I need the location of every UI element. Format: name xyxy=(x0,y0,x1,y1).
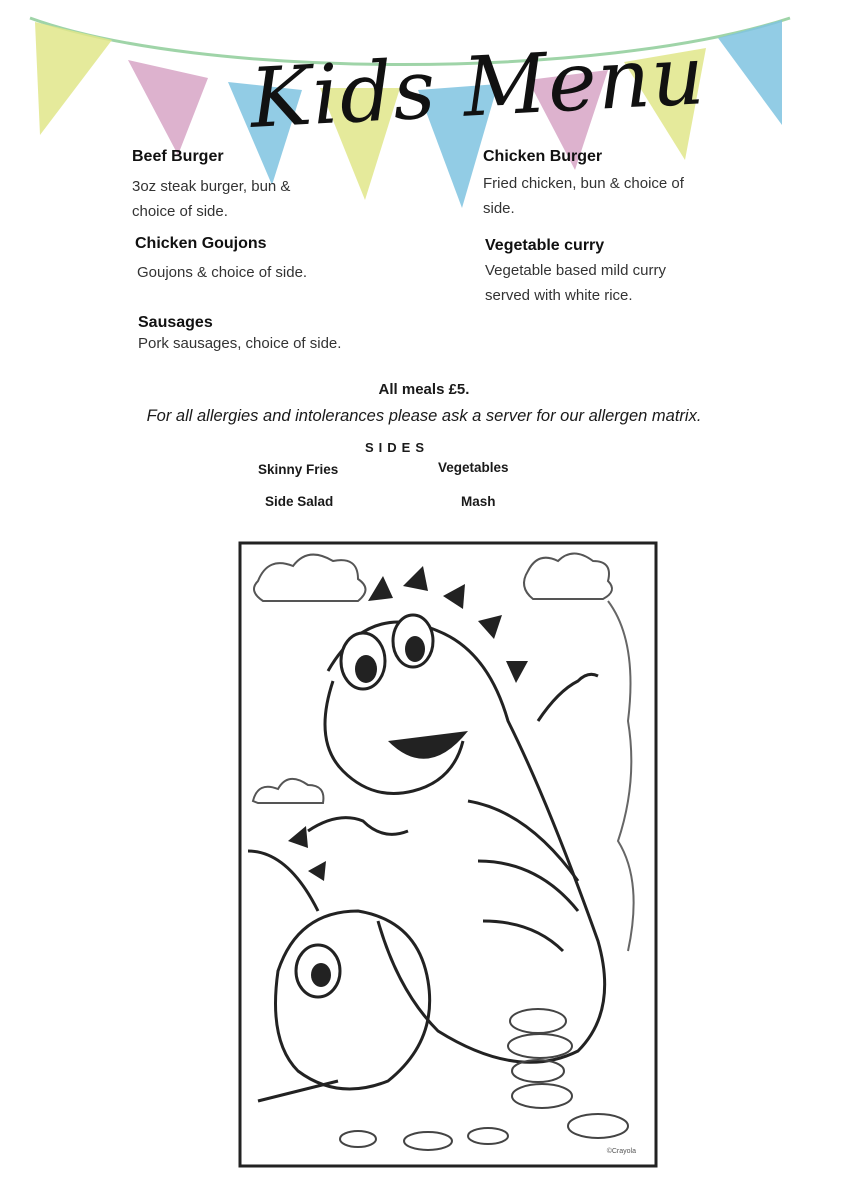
menu-item-description xyxy=(137,260,307,285)
menu-item-description xyxy=(132,174,290,224)
sides-heading: SIDES xyxy=(365,440,430,455)
menu-item-description xyxy=(483,171,684,221)
description-line: Pork sausages, choice of side. xyxy=(138,335,342,352)
description-line: Vegetable based mild curry xyxy=(485,262,666,279)
bunting-flag xyxy=(128,60,208,155)
bunting-flag xyxy=(718,20,782,125)
menu-item-description xyxy=(138,331,341,356)
description-line: side. xyxy=(483,200,515,217)
illustration-credit: ©Crayola xyxy=(606,1148,636,1155)
menu-item-name: Chicken Goujons xyxy=(135,235,267,252)
side-item: Mash xyxy=(461,494,496,509)
allergy-note: For all allergies and intolerances please ask a server for our allergen matrix. xyxy=(146,407,702,425)
description-line: Fried chicken, bun & choice of xyxy=(483,175,684,192)
description-line: 3oz steak burger, bun & xyxy=(132,178,291,195)
description-line: choice of side. xyxy=(132,203,228,220)
bunting-flag xyxy=(35,22,112,135)
description-line: Goujons & choice of side. xyxy=(137,264,308,281)
side-item: Side Salad xyxy=(265,494,334,509)
page-title: Kids Menu xyxy=(247,28,708,147)
menu-item-name: Sausages xyxy=(138,314,213,331)
side-item: Skinny Fries xyxy=(258,462,339,477)
dinosaur-coloring-illustration xyxy=(238,541,658,1168)
menu-item-description xyxy=(485,258,666,308)
menu-item-name: Vegetable curry xyxy=(485,237,605,254)
price-note: All meals £5. xyxy=(378,381,470,398)
description-line: served with white rice. xyxy=(485,287,633,304)
menu-item-name: Chicken Burger xyxy=(483,148,603,165)
side-item: Vegetables xyxy=(438,460,509,475)
menu-item-name: Beef Burger xyxy=(132,148,224,165)
